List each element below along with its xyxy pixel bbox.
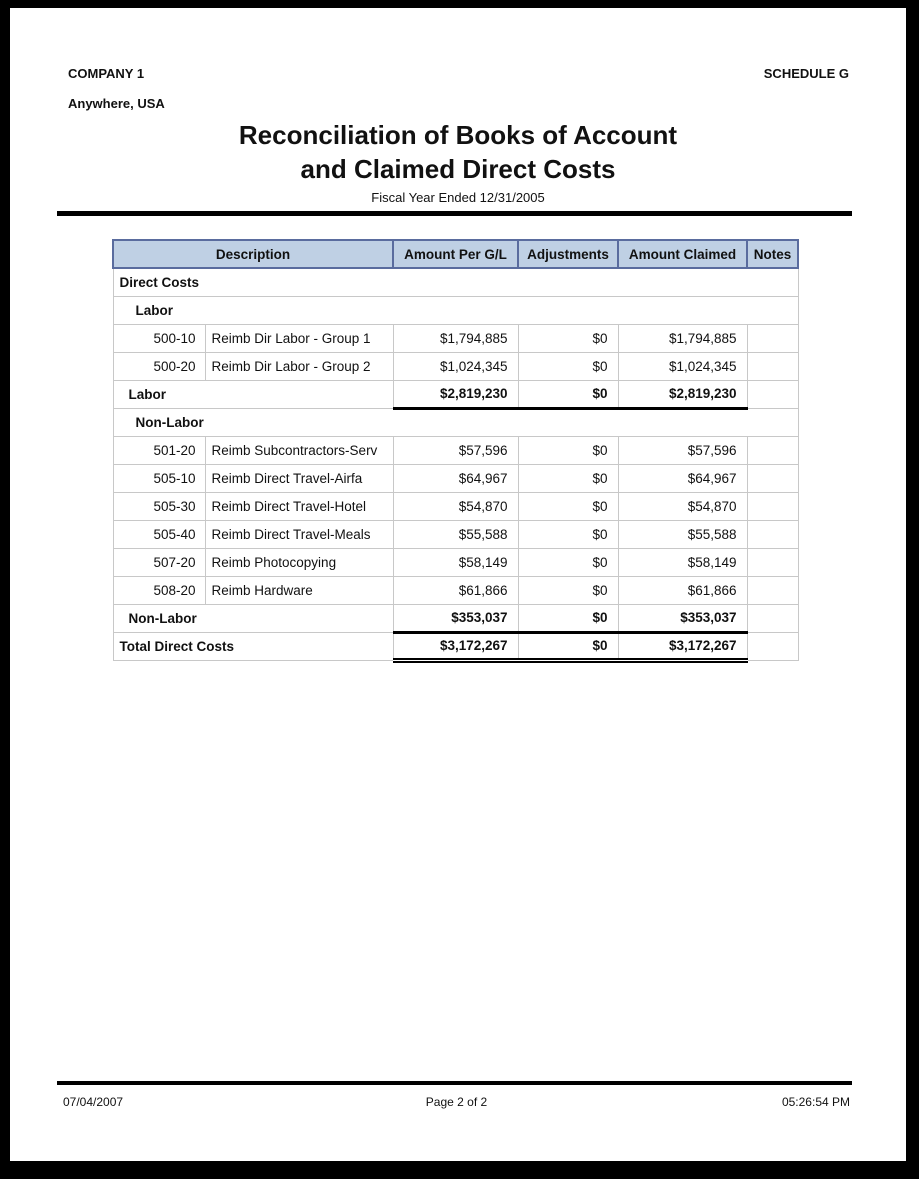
adjustments-value: $0 [518, 520, 618, 548]
account-code: 505-40 [113, 520, 205, 548]
amount-per-gl-subtotal: $353,037 [393, 604, 518, 632]
table-row [113, 324, 798, 352]
footer-page-number: Page 2 of 2 [425, 1095, 488, 1109]
notes-cell [747, 324, 798, 352]
footer-time: 05:26:54 PM [781, 1095, 850, 1109]
account-description: Reimb Dir Labor - Group 2 [205, 352, 393, 380]
notes-cell [747, 576, 798, 604]
adjustments-total: $0 [518, 632, 618, 660]
adjustments-value: $0 [518, 464, 618, 492]
account-code: 507-20 [113, 548, 205, 576]
adjustments-value: $0 [518, 324, 618, 352]
table-row [113, 492, 798, 520]
account-code: 500-20 [113, 352, 205, 380]
account-description: Reimb Direct Travel-Airfa [205, 464, 393, 492]
table-row [113, 352, 798, 380]
company-location: Anywhere, USA [68, 96, 165, 111]
table-container [112, 239, 799, 663]
report-header [68, 66, 849, 111]
account-description: Reimb Dir Labor - Group 1 [205, 324, 393, 352]
account-description: Reimb Direct Travel-Meals [205, 520, 393, 548]
account-description: Reimb Photocopying [205, 548, 393, 576]
col-header-adjustments: Adjustments [518, 240, 618, 268]
table-row [113, 464, 798, 492]
adjustments-value: $0 [518, 436, 618, 464]
amount-claimed-value: $64,967 [618, 464, 747, 492]
notes-cell [747, 380, 798, 408]
schedule-label: SCHEDULE G [763, 66, 849, 81]
company-name: COMPANY 1 [68, 66, 145, 81]
table-row [113, 268, 798, 296]
notes-cell [747, 436, 798, 464]
report-page [10, 8, 906, 1161]
account-code: 508-20 [113, 576, 205, 604]
adjustments-value: $0 [518, 576, 618, 604]
table-row [113, 576, 798, 604]
amount-per-gl-subtotal: $2,819,230 [393, 380, 518, 408]
account-description: Reimb Hardware [205, 576, 393, 604]
col-header-description: Description [113, 240, 393, 268]
table-row [113, 380, 798, 408]
amount-claimed-value: $55,588 [618, 520, 747, 548]
adjustments-subtotal: $0 [518, 380, 618, 408]
header-divider-rule [57, 211, 852, 216]
amount-claimed-value: $54,870 [618, 492, 747, 520]
amount-per-gl-value: $54,870 [393, 492, 518, 520]
notes-cell [747, 492, 798, 520]
amount-claimed-subtotal: $353,037 [618, 604, 747, 632]
col-header-notes: Notes [747, 240, 798, 268]
notes-cell [747, 604, 798, 632]
account-description: Reimb Direct Travel-Hotel [205, 492, 393, 520]
col-header-amount-per-gl: Amount Per G/L [393, 240, 518, 268]
report-title-line1: Reconciliation of Books of Account [238, 120, 678, 150]
table-row [113, 520, 798, 548]
notes-cell [747, 632, 798, 660]
amount-per-gl-value: $55,588 [393, 520, 518, 548]
amount-per-gl-value: $58,149 [393, 548, 518, 576]
amount-claimed-value: $61,866 [618, 576, 747, 604]
report-subtitle: Fiscal Year Ended 12/31/2005 [371, 190, 545, 205]
amount-claimed-value: $1,024,345 [618, 352, 747, 380]
table-row [113, 548, 798, 576]
amount-claimed-value: $58,149 [618, 548, 747, 576]
footer-date: 07/04/2007 [63, 1095, 124, 1109]
col-header-amount-claimed: Amount Claimed [618, 240, 747, 268]
table-header-row [113, 240, 798, 268]
adjustments-subtotal: $0 [518, 604, 618, 632]
table-row [113, 632, 798, 660]
adjustments-value: $0 [518, 548, 618, 576]
section-label: Labor [113, 296, 798, 324]
amount-per-gl-value: $64,967 [393, 464, 518, 492]
footer-divider-rule [57, 1081, 852, 1085]
report-title-block [10, 118, 906, 205]
table-row [113, 604, 798, 632]
report-title-line2: and Claimed Direct Costs [300, 154, 616, 184]
account-code: 501-20 [113, 436, 205, 464]
amount-per-gl-value: $1,794,885 [393, 324, 518, 352]
notes-cell [747, 520, 798, 548]
amount-claimed-value: $57,596 [618, 436, 747, 464]
adjustments-value: $0 [518, 492, 618, 520]
table-row [113, 296, 798, 324]
amount-claimed-value: $1,794,885 [618, 324, 747, 352]
amount-per-gl-value: $57,596 [393, 436, 518, 464]
table-body [113, 268, 798, 660]
account-code: 505-30 [113, 492, 205, 520]
section-label: Non-Labor [113, 408, 798, 436]
amount-per-gl-total: $3,172,267 [393, 632, 518, 660]
report-footer [63, 1095, 850, 1111]
amount-per-gl-value: $1,024,345 [393, 352, 518, 380]
table-row [113, 408, 798, 436]
amount-per-gl-value: $61,866 [393, 576, 518, 604]
amount-claimed-subtotal: $2,819,230 [618, 380, 747, 408]
amount-claimed-total: $3,172,267 [618, 632, 747, 660]
total-label: Total Direct Costs [113, 632, 393, 660]
notes-cell [747, 352, 798, 380]
subtotal-label: Labor [113, 380, 393, 408]
reconciliation-table [112, 239, 799, 663]
table-row [113, 436, 798, 464]
notes-cell [747, 464, 798, 492]
adjustments-value: $0 [518, 352, 618, 380]
subtotal-label: Non-Labor [113, 604, 393, 632]
account-code: 505-10 [113, 464, 205, 492]
notes-cell [747, 548, 798, 576]
account-description: Reimb Subcontractors-Serv [205, 436, 393, 464]
section-label: Direct Costs [113, 268, 798, 296]
account-code: 500-10 [113, 324, 205, 352]
